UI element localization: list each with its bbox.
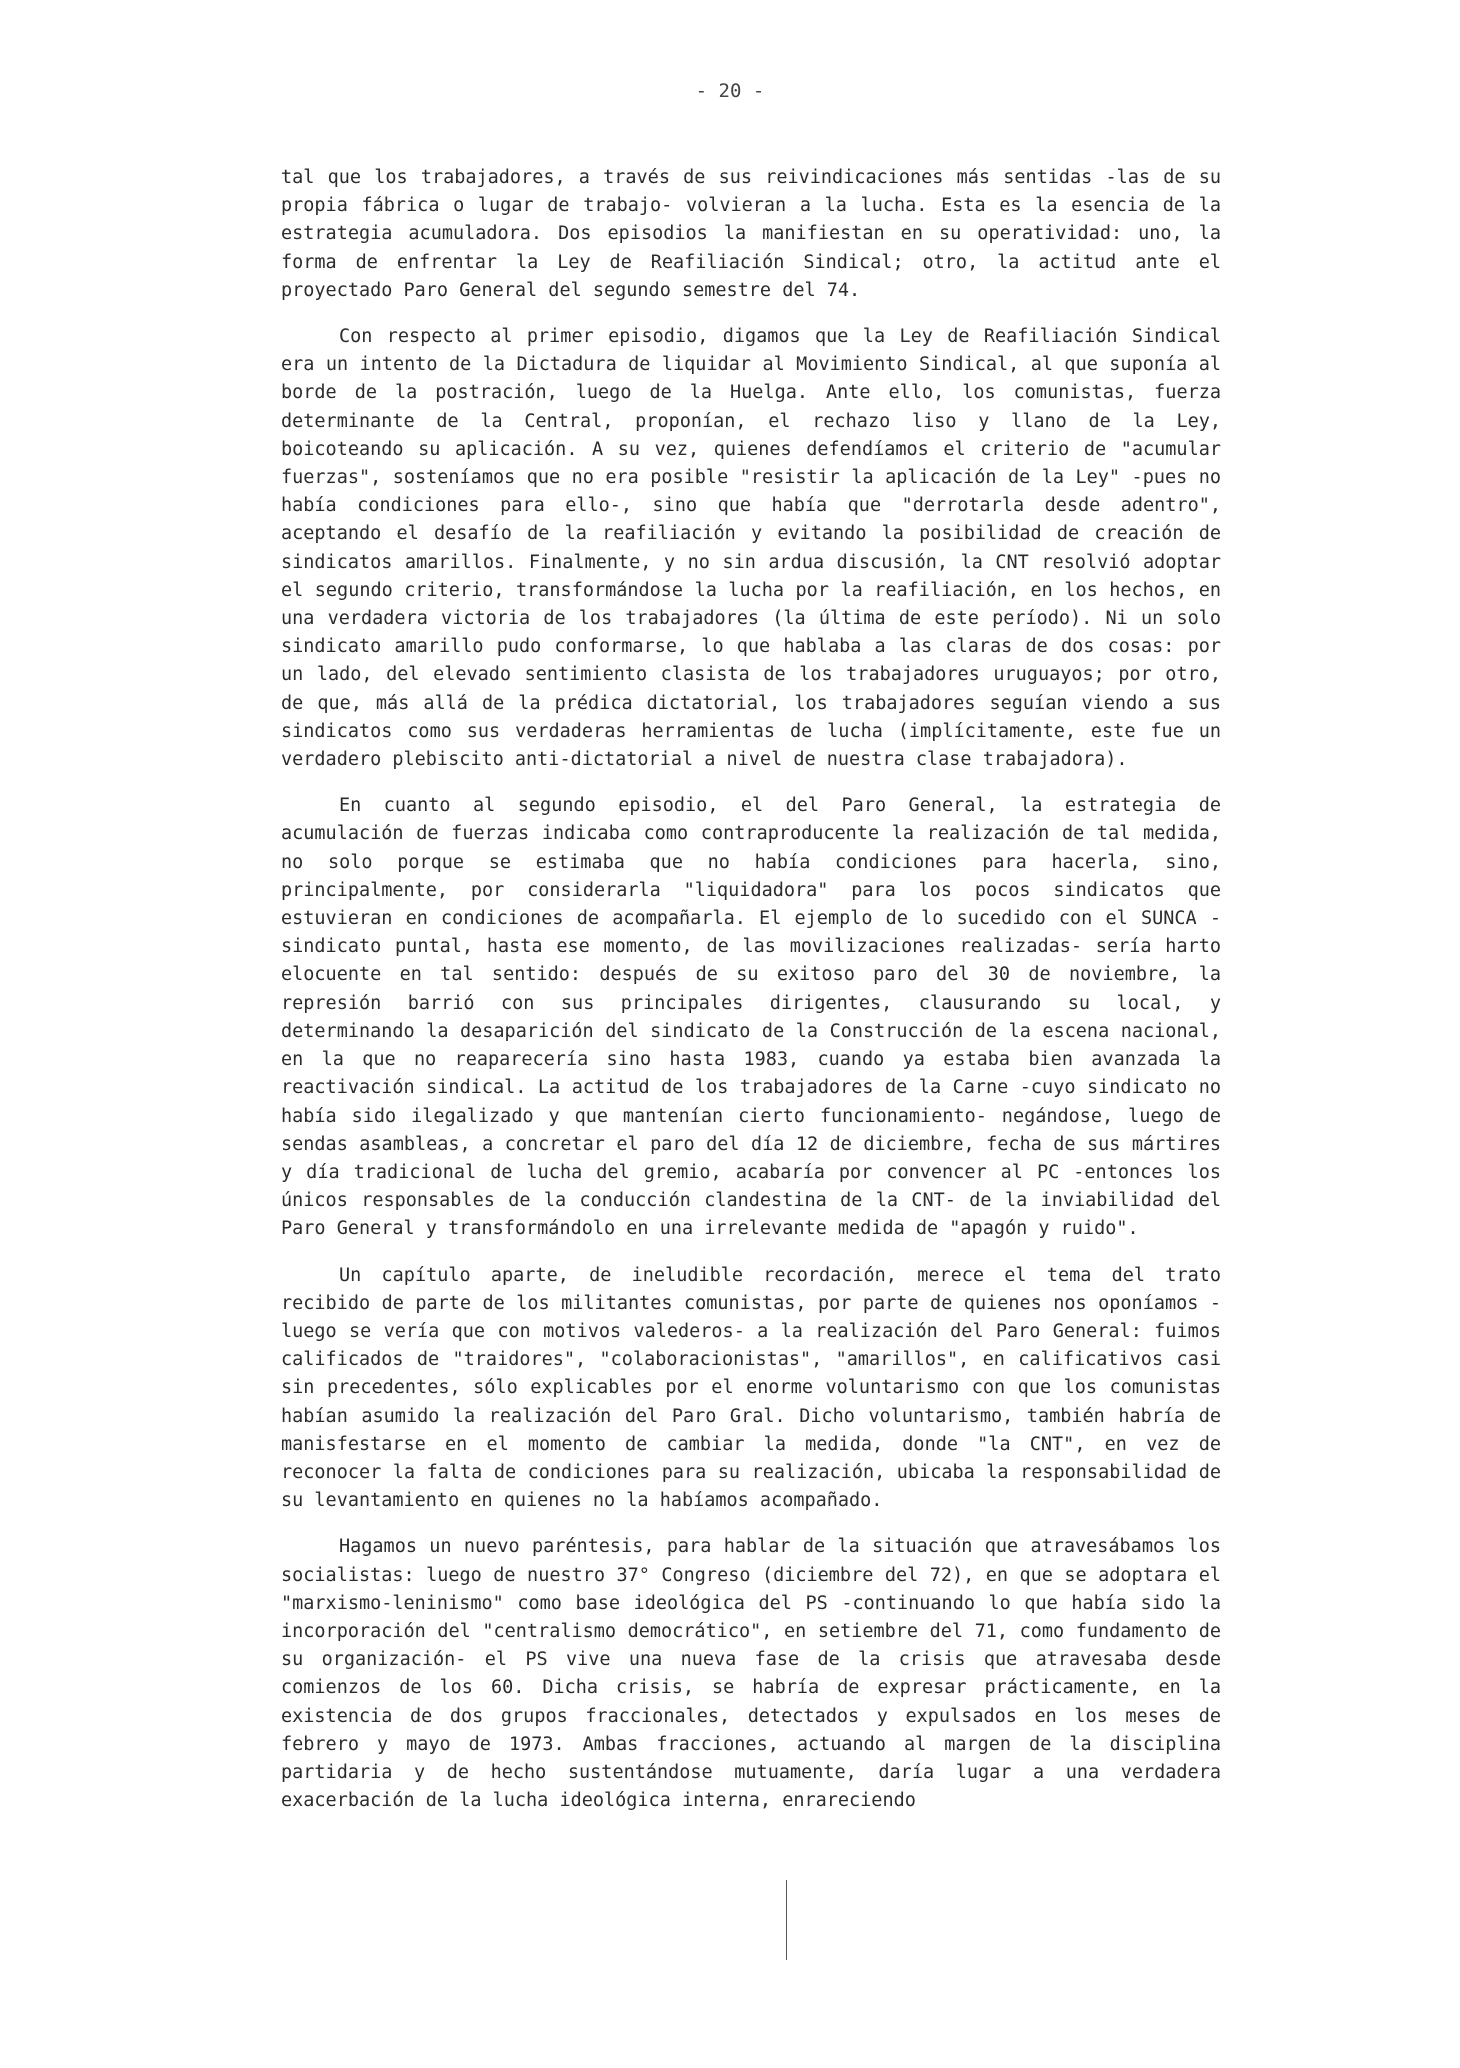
paragraph-4: Un capítulo aparte, de ineludible recordación, merece el tema del trato recibido de parte de los militantes comunistas, por parte de quienes nos oponíamos -luego se vería que con motivos valederos- a la realización del Paro General: fuimos calificados de "traidores", "colaboracionistas", "amarillos", en calificativos casi sin precedentes, sólo explicables por el enorme voluntarismo con que los comunistas habían asumido la realización del Paro Gral. Dicho voluntarismo, también habría de manisfestarse en el momento de cambiar la medida, donde "la CNT", en vez de reconocer la falta de condiciones para su realización, ubicaba la responsabilidad de su levantamiento en quienes no la habíamos acompañado. (281, 1264, 1221, 1512)
pen-mark (786, 1880, 787, 1960)
page-number: - 20 - (695, 80, 765, 102)
paragraph-2: Con respecto al primer episodio, digamos que la Ley de Reafiliación Sindical era un intento de la Dictadura de liquidar al Movimiento Sindical, al que suponía al borde de la postración, luego de la Huelga. Ante ello, los comunistas, fuerza determinante de la Central, proponían, el rechazo liso y llano de la Ley, boicoteando su aplicación. A su vez, quienes defendíamos el criterio de "acumular fuerzas", sosteníamos que no era posible "resistir la aplicación de la Ley" -pues no había condiciones para ello-, sino que había que "derrotarla desde adentro", aceptando el desafío de la reafiliación y evitando la posibilidad de creación de sindicatos amarillos. Finalmente, y no sin ardua discusión, la CNT resolvió adoptar el segundo criterio, transformándose la lucha por la reafiliación, en los hechos, en una verdadera victoria de los trabajadores (la última de este período). Ni un solo sindicato amarillo pudo conformarse, lo que hablaba a las claras de dos cosas: por un lado, del elevado sentimiento clasista de los trabajadores uruguayos; por otro, de que, más allá de la prédica dictatorial, los trabajadores seguían viendo a sus sindicatos como sus verdaderas herramientas de lucha (implícitamente, este fue un verdadero plebiscito anti-dictatorial a nivel de nuestra clase trabajadora). (281, 326, 1221, 771)
paragraph-1: tal que los trabajadores, a través de sus reivindicaciones más sentidas -las de su propia fábrica o lugar de trabajo- volvieran a la lucha. Esta es la esencia de la estrategia acumuladora. Dos episodios la manifiestan en su operatividad: uno, la forma de enfrentar la Ley de Reafiliación Sindical; otro, la actitud ante el proyectado Paro General del segundo semestre del 74. (281, 167, 1221, 301)
body-text (281, 164, 1221, 1815)
paragraph-5: Hagamos un nuevo paréntesis, para hablar de la situación que atravesábamos los socialistas: luego de nuestro 37° Congreso (diciembre del 72), en que se adoptara el "marxismo-leninismo" como base ideológica del PS -continuando lo que había sido la incorporación del "centralismo democrático", en setiembre del 71, como fundamento de su organización- el PS vive una nueva fase de la crisis que atravesaba desde comienzos de los 60. Dicha crisis, se habría de expresar prácticamente, en la existencia de dos grupos fraccionales, detectados y expulsados en los meses de febrero y mayo de 1973. Ambas fracciones, actuando al margen de la disciplina partidaria y de hecho sustentándose mutuamente, daría lugar a una verdadera exacerbación de la lucha ideológica interna, enrareciendo (281, 1536, 1221, 1812)
paragraph-3: En cuanto al segundo episodio, el del Paro General, la estrategia de acumulación de fuerzas indicaba como contraproducente la realización de tal medida, no solo porque se estimaba que no había condiciones para hacerla, sino, principalmente, por considerarla "liquidadora" para los pocos sindicatos que estuvieran en condiciones de acompañarla. El ejemplo de lo sucedido con el SUNCA -sindicato puntal, hasta ese momento, de las movilizaciones realizadas- sería harto elocuente en tal sentido: después de su exitoso paro del 30 de noviembre, la represión barrió con sus principales dirigentes, clausurando su local, y determinando la desaparición del sindicato de la Construcción de la escena nacional, en la que no reaparecería sino hasta 1983, cuando ya estaba bien avanzada la reactivación sindical. La actitud de los trabajadores de la Carne -cuyo sindicato no había sido ilegalizado y que mantenían cierto funcionamiento- negándose, luego de sendas asambleas, a concretar el paro del día 12 de diciembre, fecha de sus mártires y día tradicional de lucha del gremio, acabaría por convencer al PC -entonces los únicos responsables de la conducción clandestina de la CNT- de la inviabilidad del Paro General y transformándolo en una irrelevante medida de "apagón y ruido". (281, 795, 1221, 1240)
